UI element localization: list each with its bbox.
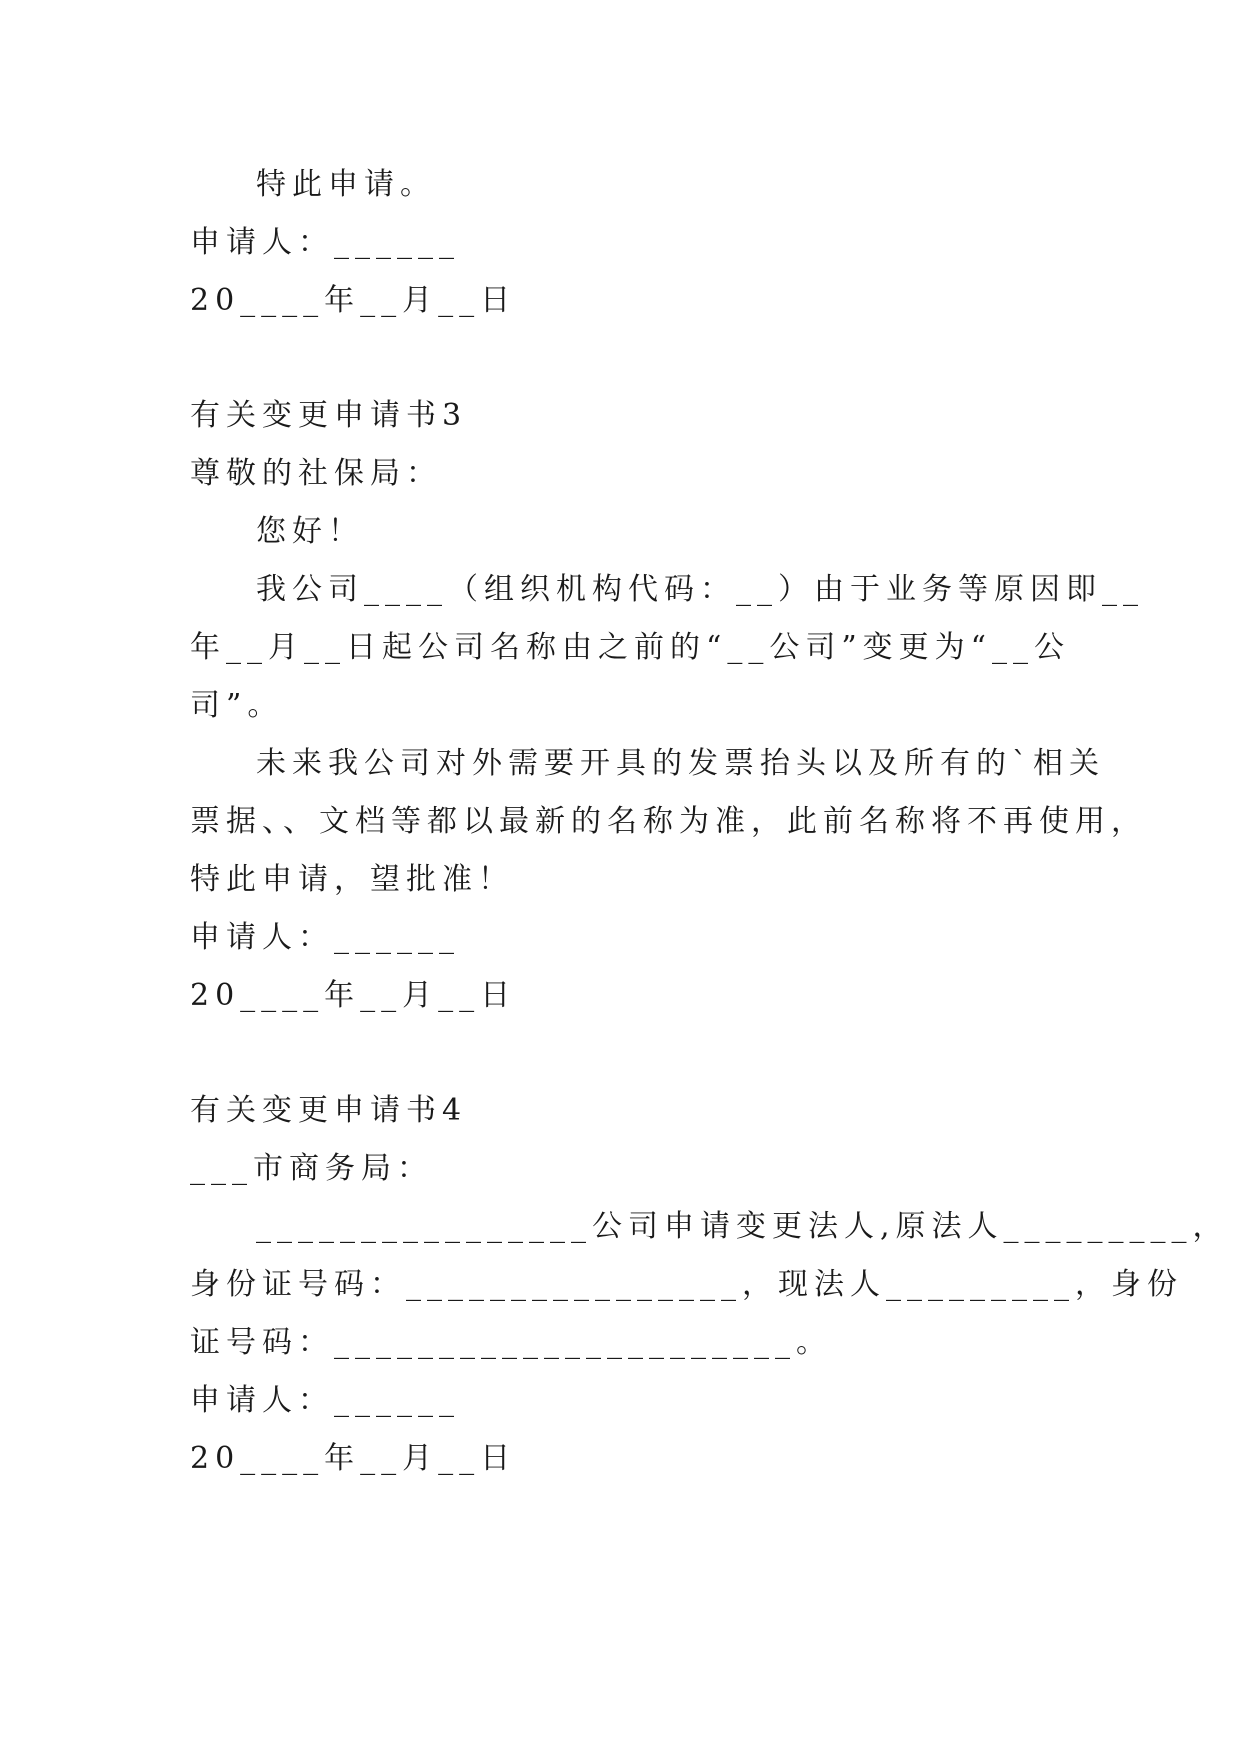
applicant-line: 申请人：______ [190,920,460,955]
paragraph-line: 身份证号码：________________，现法人_________，身份 [190,1267,1183,1302]
paragraph-line: 年__月__日起公司名称由之前的“__公司”变更为“__公 [190,630,1071,665]
closing-text: 特此申请。 [256,167,436,202]
date-line: 20____年__月__日 [190,1441,517,1476]
section-heading: 有关变更申请书3 [190,398,468,433]
paragraph-line: 特此申请，望批准！ [190,862,514,897]
paragraph-line: 司”。 [190,688,284,723]
paragraph-line: 证号码：______________________。 [190,1325,832,1360]
salutation: ___市商务局： [190,1151,433,1186]
section-heading: 有关变更申请书4 [190,1093,468,1128]
applicant-line: 申请人：______ [190,1383,460,1418]
salutation: 尊敬的社保局： [190,456,442,491]
greeting: 您好！ [256,514,364,549]
date-line: 20____年__月__日 [190,283,517,318]
applicant-line: 申请人：______ [190,225,460,260]
paragraph-line: 我公司____（组织机构代码：__）由于业务等原因即__ [256,572,1144,607]
paragraph-line: ________________公司申请变更法人,原法人_________， [256,1209,1229,1244]
date-line: 20____年__月__日 [190,978,517,1013]
paragraph-line: 未来我公司对外需要开具的发票抬头以及所有的`相关 [256,746,1105,781]
paragraph-line: 票据、、文档等都以最新的名称为准，此前名称将不再使用， [190,804,1147,839]
